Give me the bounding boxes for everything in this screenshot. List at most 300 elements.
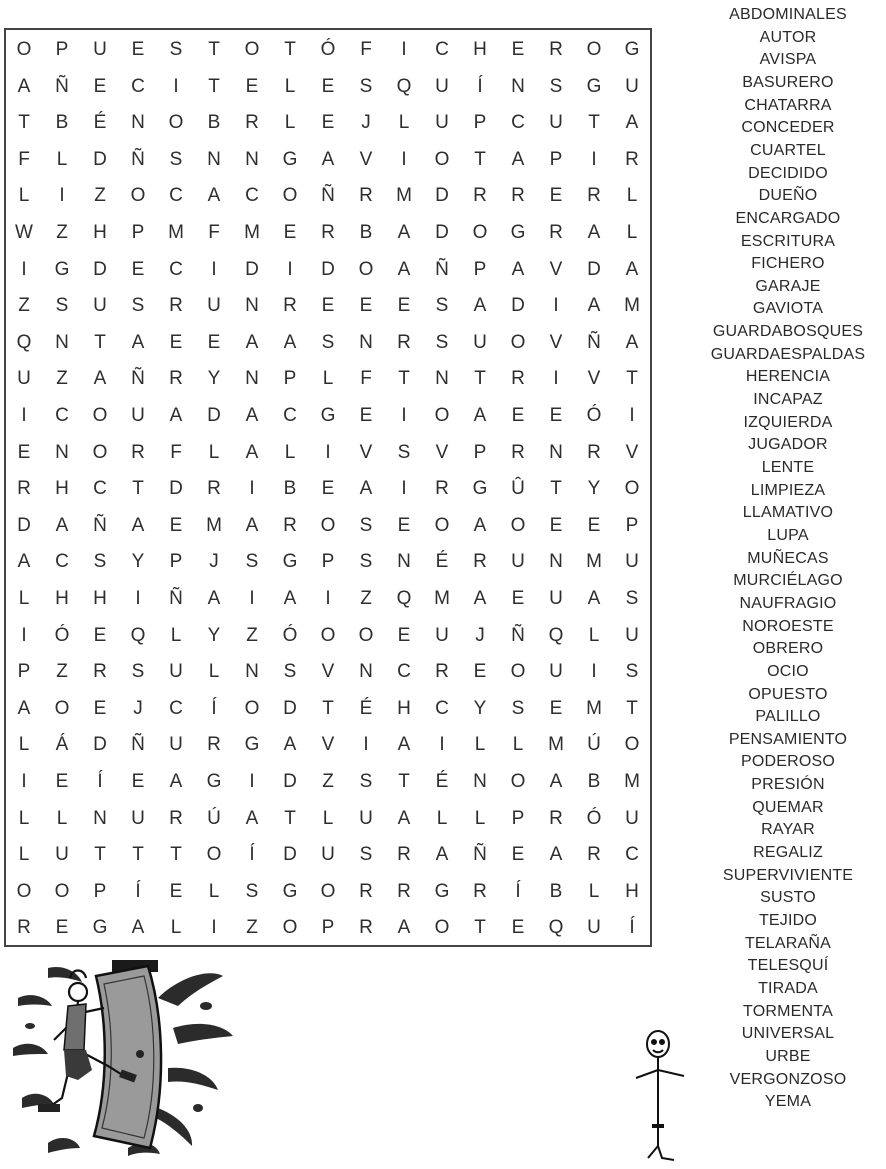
- word-list-item: INCAPAZ: [753, 391, 823, 409]
- grid-letter: A: [397, 734, 411, 756]
- grid-letter: I: [249, 771, 255, 792]
- grid-letter: D: [17, 514, 31, 536]
- grid-letter: O: [434, 148, 450, 170]
- grid-letter: R: [93, 661, 107, 683]
- grid-letter: I: [629, 405, 635, 426]
- grid-letter: R: [435, 661, 449, 683]
- grid-letter: L: [208, 661, 220, 683]
- grid-letter: S: [321, 331, 335, 353]
- grid-letter: T: [208, 39, 220, 60]
- grid-letter: G: [320, 405, 336, 426]
- grid-letter: U: [169, 734, 183, 756]
- grid-letter: A: [397, 258, 411, 280]
- grid-letter: T: [94, 844, 106, 866]
- grid-letter: E: [169, 331, 183, 353]
- word-list-item: PRESIÓN: [751, 776, 825, 794]
- grid-letter: R: [207, 478, 221, 500]
- grid-letter: E: [321, 75, 335, 97]
- grid-letter: Z: [56, 661, 68, 683]
- word-list-item: DUEÑO: [758, 187, 818, 205]
- grid-letter: U: [625, 75, 639, 97]
- grid-row: [6, 105, 650, 141]
- grid-letter: N: [435, 368, 449, 390]
- grid-letter: O: [510, 771, 526, 792]
- grid-letter: A: [587, 222, 601, 243]
- grid-letter: B: [587, 771, 601, 792]
- grid-letter: Ñ: [93, 514, 107, 536]
- grid-letter: O: [130, 185, 146, 207]
- grid-letter: R: [207, 734, 221, 756]
- grid-letter: J: [475, 624, 485, 646]
- word-list-item: SUSTO: [760, 889, 816, 907]
- grid-letter: V: [587, 368, 601, 390]
- grid-row: [6, 69, 650, 105]
- grid-letter: L: [56, 148, 68, 170]
- grid-letter: S: [93, 551, 107, 573]
- grid-letter: T: [474, 917, 486, 939]
- grid-letter: Q: [130, 624, 146, 646]
- grid-letter: S: [283, 661, 297, 683]
- grid-letter: A: [169, 771, 183, 792]
- grid-letter: U: [207, 295, 221, 317]
- grid-letter: I: [439, 734, 445, 756]
- grid-letter: E: [473, 661, 487, 683]
- grid-letter: Ú: [207, 807, 221, 829]
- grid-letter: I: [211, 258, 217, 280]
- grid-letter: Z: [246, 624, 258, 646]
- grid-letter: M: [206, 514, 222, 536]
- grid-letter: O: [92, 441, 108, 463]
- grid-row: [6, 32, 650, 68]
- grid-letter: E: [397, 295, 411, 317]
- grid-letter: P: [473, 258, 487, 280]
- word-list-item: HERENCIA: [745, 368, 831, 386]
- grid-letter: N: [207, 148, 221, 170]
- grid-letter: S: [131, 295, 145, 317]
- grid-letter: A: [17, 551, 31, 573]
- grid-letter: P: [473, 112, 487, 134]
- grid-letter: U: [435, 624, 449, 646]
- grid-letter: T: [208, 75, 220, 97]
- grid-letter: A: [283, 588, 297, 609]
- grid-letter: E: [397, 514, 411, 536]
- grid-letter: I: [401, 39, 407, 60]
- grid-letter: T: [626, 697, 638, 719]
- grid-letter: Q: [396, 75, 412, 97]
- grid-letter: C: [283, 405, 297, 426]
- grid-letter: D: [169, 478, 183, 500]
- grid-row: [6, 764, 650, 800]
- grid-letter: O: [320, 880, 336, 902]
- grid-letter: N: [359, 331, 373, 353]
- word-list-item: PENSAMIENTO: [728, 730, 848, 748]
- grid-letter: L: [284, 441, 296, 463]
- grid-row: [6, 508, 650, 544]
- grid-letter: Q: [548, 917, 564, 939]
- grid-letter: Y: [473, 697, 487, 719]
- grid-letter: P: [169, 551, 183, 573]
- grid-letter: M: [168, 222, 184, 243]
- grid-letter: D: [93, 734, 107, 756]
- grid-letter: A: [397, 917, 411, 939]
- grid-row: [6, 398, 650, 434]
- grid-letter: U: [435, 112, 449, 134]
- grid-row: [6, 325, 650, 361]
- word-list-item: OPUESTO: [748, 685, 828, 703]
- grid-letter: E: [207, 331, 221, 353]
- grid-letter: O: [510, 331, 526, 353]
- grid-letter: J: [133, 697, 143, 719]
- grid-letter: I: [401, 148, 407, 170]
- grid-letter: R: [283, 295, 297, 317]
- grid-letter: S: [359, 771, 373, 792]
- grid-letter: R: [549, 807, 563, 829]
- word-list-item: LLAMATIVO: [742, 504, 834, 522]
- grid-letter: T: [626, 368, 638, 390]
- grid-letter: T: [284, 807, 296, 829]
- grid-letter: R: [397, 844, 411, 866]
- grid-letter: G: [92, 917, 108, 939]
- grid-letter: C: [169, 258, 183, 280]
- word-list-item: LIMPIEZA: [750, 481, 826, 499]
- grid-letter: B: [359, 222, 373, 243]
- grid-letter: O: [244, 39, 260, 60]
- grid-letter: E: [321, 295, 335, 317]
- grid-letter: E: [549, 185, 563, 207]
- grid-letter: Í: [477, 75, 483, 97]
- word-list-item: UNIVERSAL: [741, 1025, 835, 1043]
- grid-letter: R: [473, 185, 487, 207]
- word-list-item: REGALIZ: [753, 844, 823, 862]
- grid-letter: É: [435, 771, 449, 792]
- grid-letter: L: [56, 807, 68, 829]
- grid-letter: R: [169, 368, 183, 390]
- grid-letter: N: [511, 75, 525, 97]
- grid-letter: O: [16, 39, 32, 60]
- grid-row: [6, 727, 650, 763]
- grid-letter: V: [321, 661, 335, 683]
- word-list-item: CUARTEL: [750, 141, 826, 159]
- grid-letter: P: [283, 368, 297, 390]
- grid-letter: M: [586, 551, 602, 573]
- grid-letter: J: [361, 112, 371, 134]
- grid-letter: I: [553, 368, 559, 390]
- grid-letter: V: [625, 441, 639, 463]
- grid-letter: R: [283, 514, 297, 536]
- grid-letter: R: [359, 185, 373, 207]
- grid-row: [6, 288, 650, 324]
- grid-letter: D: [283, 844, 297, 866]
- grid-letter: U: [17, 368, 31, 390]
- grid-letter: A: [397, 807, 411, 829]
- grid-letter: U: [131, 405, 145, 426]
- grid-letter: Í: [249, 844, 255, 866]
- grid-letter: A: [245, 807, 259, 829]
- word-list-item: AUTOR: [759, 28, 817, 46]
- grid-letter: O: [282, 185, 298, 207]
- grid-letter: D: [283, 697, 297, 719]
- grid-letter: J: [209, 551, 219, 573]
- grid-letter: O: [624, 734, 640, 756]
- grid-letter: L: [18, 588, 30, 609]
- grid-letter: Q: [548, 624, 564, 646]
- grid-letter: A: [549, 771, 563, 792]
- word-list-item: GAVIOTA: [752, 300, 824, 318]
- grid-letter: R: [131, 441, 145, 463]
- grid-letter: U: [511, 551, 525, 573]
- grid-letter: D: [93, 258, 107, 280]
- grid-row: [6, 618, 650, 654]
- grid-letter: A: [207, 185, 221, 207]
- grid-letter: Z: [56, 222, 68, 243]
- word-list-item: OBRERO: [752, 640, 824, 658]
- grid-letter: H: [93, 588, 107, 609]
- grid-letter: Ó: [320, 39, 336, 60]
- grid-letter: D: [207, 405, 221, 426]
- grid-letter: E: [17, 441, 31, 463]
- grid-letter: G: [282, 148, 298, 170]
- grid-letter: U: [549, 661, 563, 683]
- grid-letter: Ó: [282, 624, 298, 646]
- grid-letter: N: [359, 661, 373, 683]
- word-list-item: VERGONZOSO: [729, 1070, 847, 1088]
- grid-letter: P: [549, 148, 563, 170]
- word-list-item: TELARAÑA: [744, 934, 832, 952]
- grid-letter: S: [359, 75, 373, 97]
- word-list-item: GUARDAESPALDAS: [710, 345, 866, 363]
- grid-letter: S: [549, 75, 563, 97]
- grid-letter: E: [283, 222, 297, 243]
- grid-letter: A: [511, 148, 525, 170]
- grid-letter: N: [245, 295, 259, 317]
- grid-letter: Í: [135, 880, 141, 902]
- grid-letter: N: [245, 148, 259, 170]
- grid-letter: A: [473, 295, 487, 317]
- grid-letter: Y: [587, 478, 601, 500]
- grid-letter: Ñ: [511, 624, 525, 646]
- grid-letter: S: [359, 844, 373, 866]
- grid-letter: Y: [207, 368, 221, 390]
- grid-letter: L: [284, 112, 296, 134]
- grid-letter: O: [434, 405, 450, 426]
- grid-letter: B: [283, 478, 297, 500]
- grid-letter: C: [169, 185, 183, 207]
- grid-letter: L: [18, 185, 30, 207]
- grid-letter: I: [21, 771, 27, 792]
- word-list-item: TIRADA: [758, 979, 818, 997]
- grid-letter: U: [625, 551, 639, 573]
- grid-letter: F: [208, 222, 220, 243]
- grid-letter: E: [511, 39, 525, 60]
- grid-letter: R: [359, 917, 373, 939]
- grid-row: [6, 471, 650, 507]
- grid-letter: R: [511, 185, 525, 207]
- grid-letter: U: [169, 661, 183, 683]
- grid-letter: E: [93, 697, 107, 719]
- word-list-item: JUGADOR: [748, 436, 828, 454]
- grid-letter: D: [587, 258, 601, 280]
- grid-letter: O: [54, 880, 70, 902]
- word-list-item: GARAJE: [755, 277, 821, 295]
- grid-letter: Í: [97, 771, 103, 792]
- grid-letter: S: [435, 331, 449, 353]
- grid-letter: L: [588, 624, 600, 646]
- grid-letter: L: [474, 734, 486, 756]
- grid-letter: R: [549, 222, 563, 243]
- word-list-item: BASURERO: [742, 73, 834, 91]
- grid-letter: Z: [360, 588, 372, 609]
- grid-letter: L: [474, 807, 486, 829]
- grid-letter: Ñ: [131, 734, 145, 756]
- grid-letter: H: [93, 222, 107, 243]
- grid-letter: I: [249, 478, 255, 500]
- grid-letter: S: [435, 295, 449, 317]
- grid-letter: Í: [211, 697, 217, 719]
- grid-letter: Ñ: [435, 258, 449, 280]
- grid-letter: Z: [246, 917, 258, 939]
- grid-letter: P: [473, 441, 487, 463]
- grid-letter: R: [321, 222, 335, 243]
- grid-letter: A: [245, 441, 259, 463]
- grid-letter: V: [359, 148, 373, 170]
- grid-letter: É: [435, 551, 449, 573]
- grid-letter: T: [398, 368, 410, 390]
- word-list-item: IZQUIERDA: [743, 413, 833, 431]
- grid-letter: L: [18, 807, 30, 829]
- grid-letter: A: [587, 588, 601, 609]
- grid-letter: Q: [16, 331, 32, 353]
- grid-letter: A: [587, 295, 601, 317]
- grid-letter: N: [397, 551, 411, 573]
- grid-letter: R: [17, 917, 31, 939]
- grid-letter: Ó: [586, 807, 602, 829]
- grid-letter: M: [434, 588, 450, 609]
- word-search-grid: [4, 28, 652, 947]
- grid-letter: E: [55, 771, 69, 792]
- word-list-item: CHATARRA: [744, 96, 832, 114]
- grid-letter: L: [626, 185, 638, 207]
- grid-letter: A: [283, 734, 297, 756]
- grid-letter: L: [322, 807, 334, 829]
- grid-letter: T: [132, 478, 144, 500]
- grid-letter: L: [436, 807, 448, 829]
- grid-letter: A: [169, 405, 183, 426]
- grid-letter: Ñ: [169, 588, 183, 609]
- grid-letter: D: [93, 148, 107, 170]
- grid-letter: S: [359, 514, 373, 536]
- grid-letter: L: [588, 880, 600, 902]
- grid-letter: E: [511, 588, 525, 609]
- grid-letter: I: [325, 441, 331, 463]
- grid-letter: E: [587, 514, 601, 536]
- grid-letter: M: [244, 222, 260, 243]
- grid-letter: L: [208, 880, 220, 902]
- grid-letter: T: [132, 844, 144, 866]
- grid-letter: R: [587, 441, 601, 463]
- grid-letter: T: [284, 39, 296, 60]
- grid-letter: I: [287, 258, 293, 280]
- grid-letter: P: [625, 514, 639, 536]
- grid-letter: O: [358, 624, 374, 646]
- grid-letter: N: [55, 441, 69, 463]
- grid-letter: S: [511, 697, 525, 719]
- grid-letter: C: [245, 185, 259, 207]
- grid-letter: A: [511, 258, 525, 280]
- grid-letter: M: [586, 697, 602, 719]
- grid-letter: O: [434, 514, 450, 536]
- grid-letter: G: [586, 75, 602, 97]
- grid-letter: B: [207, 112, 221, 134]
- grid-letter: R: [169, 807, 183, 829]
- grid-letter: E: [55, 917, 69, 939]
- grid-letter: T: [550, 478, 562, 500]
- grid-letter: C: [625, 844, 639, 866]
- grid-letter: E: [131, 258, 145, 280]
- word-list-item: SUPERVIVIENTE: [722, 866, 854, 884]
- grid-letter: I: [591, 148, 597, 170]
- grid-letter: O: [434, 917, 450, 939]
- grid-letter: R: [397, 331, 411, 353]
- grid-letter: R: [359, 880, 373, 902]
- grid-letter: O: [510, 514, 526, 536]
- grid-letter: R: [473, 551, 487, 573]
- grid-letter: G: [206, 771, 222, 792]
- grid-letter: P: [321, 551, 335, 573]
- word-list-item: MUÑECAS: [747, 549, 829, 567]
- grid-letter: E: [511, 405, 525, 426]
- grid-row: [6, 874, 650, 910]
- grid-letter: A: [17, 75, 31, 97]
- word-list-item: MURCIÉLAGO: [733, 572, 843, 590]
- grid-letter: S: [359, 551, 373, 573]
- grid-letter: E: [511, 917, 525, 939]
- grid-letter: L: [18, 734, 30, 756]
- grid-letter: Í: [629, 917, 635, 939]
- grid-letter: M: [396, 185, 412, 207]
- word-list-item: YEMA: [764, 1093, 812, 1111]
- grid-letter: S: [625, 661, 639, 683]
- grid-letter: F: [170, 441, 182, 463]
- grid-letter: O: [206, 844, 222, 866]
- grid-letter: S: [245, 880, 259, 902]
- grid-letter: U: [625, 624, 639, 646]
- grid-letter: É: [93, 112, 107, 134]
- grid-letter: R: [587, 185, 601, 207]
- grid-letter: H: [55, 478, 69, 500]
- grid-letter: C: [55, 551, 69, 573]
- grid-letter: R: [625, 148, 639, 170]
- grid-letter: U: [549, 588, 563, 609]
- grid-letter: E: [93, 75, 107, 97]
- grid-letter: D: [321, 258, 335, 280]
- word-list-item: ENCARGADO: [735, 209, 841, 227]
- grid-letter: Ñ: [473, 844, 487, 866]
- grid-letter: B: [55, 112, 69, 134]
- grid-letter: C: [55, 405, 69, 426]
- word-list-item: OCIO: [767, 662, 809, 680]
- grid-row: [6, 910, 650, 946]
- grid-letter: R: [397, 880, 411, 902]
- grid-letter: G: [472, 478, 488, 500]
- grid-letter: F: [360, 368, 372, 390]
- grid-letter: Û: [511, 478, 525, 500]
- grid-letter: P: [17, 661, 31, 683]
- stick-figure-illustration: [628, 1026, 692, 1166]
- grid-letter: U: [435, 75, 449, 97]
- grid-letter: L: [170, 917, 182, 939]
- grid-letter: Ñ: [131, 148, 145, 170]
- word-list-item: PODEROSO: [740, 753, 836, 771]
